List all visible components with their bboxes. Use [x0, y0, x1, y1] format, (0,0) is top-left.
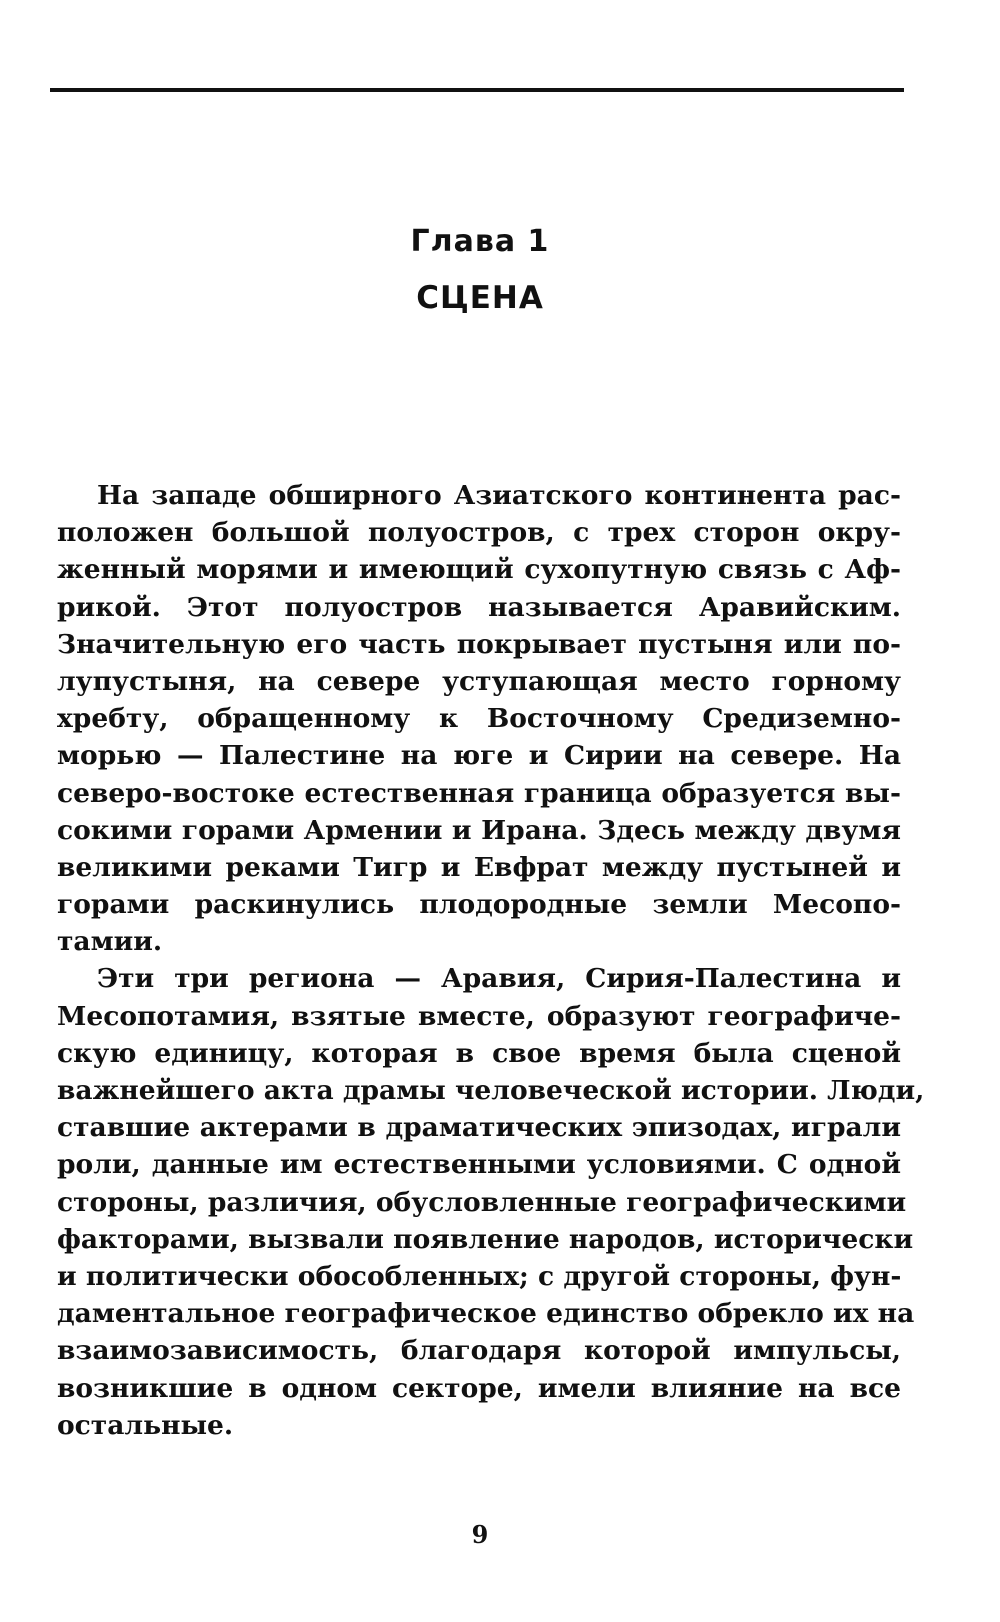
- text-line: тамии.: [57, 926, 163, 958]
- text-line: факторами, вызвали появление народов, исторически: [57, 1223, 914, 1255]
- text-line: возникшие в одном секторе, имели влияние на все: [57, 1372, 901, 1404]
- body-text: [57, 477, 925, 1444]
- top-rule: [50, 88, 904, 92]
- page-number: 9: [471, 1520, 489, 1549]
- chapter-title: СЦЕНА: [416, 280, 544, 316]
- text-line: морью — Палестине на юге и Сирии на севере. На: [57, 740, 901, 772]
- text-line: хребту, обращенному к Восточному Средиземно-: [57, 703, 901, 735]
- text-line: сокими горами Армении и Ирана. Здесь между двумя: [57, 814, 901, 846]
- paragraph-1: [57, 477, 901, 960]
- text-line: стороны, различия, обусловленные географическими: [57, 1186, 907, 1218]
- text-line: женный морями и имеющий сухопутную связь с Аф-: [57, 554, 901, 586]
- chapter-label: Глава 1: [410, 224, 550, 259]
- text-line: Эти три региона — Аравия, Сирия-Палестина и: [97, 963, 901, 995]
- text-line: важнейшего акта драмы человеческой истории. Люди,: [57, 1075, 925, 1106]
- text-line: северо-востоке естественная граница образуется вы-: [57, 777, 901, 809]
- text-line: взаимозависимость, благодаря которой импульсы,: [57, 1335, 901, 1367]
- text-line: лупустыня, на севере уступающая место горному: [57, 665, 901, 697]
- text-line: великими реками Тигр и Евфрат между пустыней и: [57, 851, 901, 883]
- text-line: и политически обособленных; с другой стороны, фун-: [57, 1260, 902, 1292]
- text-line: Месопотамия, взятые вместе, образуют географиче-: [57, 1000, 901, 1032]
- text-line: роли, данные им естественными условиями. С одной: [57, 1149, 901, 1181]
- text-line: На западе обширного Азиатского континента рас-: [97, 480, 901, 511]
- text-line: остальные.: [57, 1409, 234, 1441]
- text-line: скую единицу, которая в свое время была сценой: [57, 1037, 901, 1069]
- text-line: даментальное географическое единство обрекло их на: [57, 1298, 915, 1330]
- text-line: горами раскинулись плодородные земли Месопо-: [57, 889, 901, 921]
- text-line: Значительную его часть покрывает пустыня или по-: [57, 628, 901, 660]
- paragraph-2: [57, 960, 925, 1443]
- text-line: положен большой полуостров, с трех сторон окру-: [57, 517, 901, 549]
- text-line: рикой. Этот полуостров называется Аравийским.: [57, 591, 901, 623]
- text-line: ставшие актерами в драматических эпизодах, играли: [57, 1112, 901, 1144]
